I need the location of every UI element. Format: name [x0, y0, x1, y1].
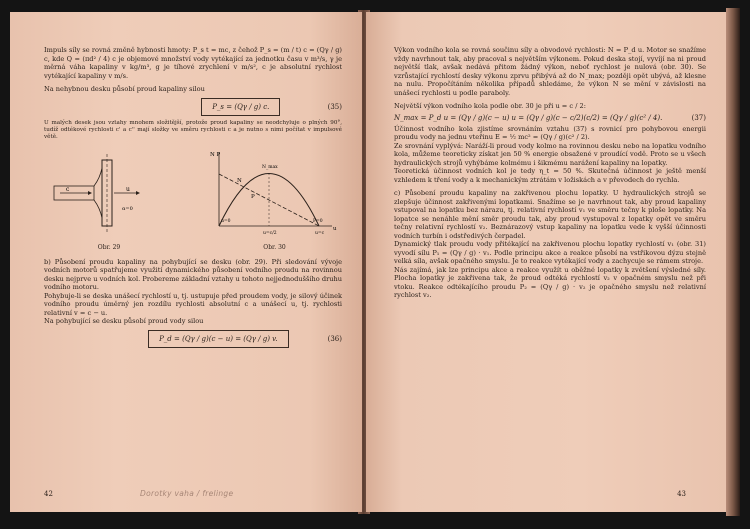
left-paragraph-impulse: Impuls síly se rovná změně hybnosti hmoty: P_s t = mc, z čehož P_s = (m / t) c = (Qγ / g) c, kde Q = (πd² / 4) c je objemové množství vody vytékající za jednotku času v m³/s, γ je měrná váha kapaliny v kg/m³, g je tíhové zrychlení v m/s², c je absolutní rychlost vytékající kapaliny v m/s. [44, 46, 342, 80]
right-paragraph-action-reaction: Nás zajímá, jak lze principu akce a reakce využít u oběžné lopatky k zvětšení výsledné síly. Plocha lopatky je zakřivena tak, že proud odtéká rychlostí v₂ v opačném smyslu než při vtoku. Reakce odtékajícího proudu P₂ = (Qγ / g) · v₂ je opačného smyslu než relativní rychlost v₂. [394, 265, 706, 299]
left-page [10, 12, 362, 512]
left-paragraph-relative-velocity: Pohybuje-li se deska unášecí rychlostí u, tj. ustupuje před proudem vody, je silový účinek vodního proudu úměrný jen rozdílu rychlosti absolutní c a unášecí u, tj. rychlosti relativní v = c − u. [44, 291, 342, 317]
formula-35: P_s = (Qγ / g) c. [201, 98, 280, 116]
left-paragraph-moving-plate: b) Působení proudu kapaliny na pohybující se desku (obr. 29). Při sledování vývoje vodních motorů spatřujeme využití dynamického působení vodního proudu na rovinnou desku nejprve u vodních kol. Probereme základní vztahy u tohoto nejjednoduššího druhu vodního motoru. [44, 257, 342, 291]
page-number-right: 43 [677, 490, 686, 498]
book-page-edges [726, 8, 740, 516]
right-paragraph-efficiency: Účinnost vodního kola zjistíme srovnáním vztahu (37) s rovnicí pro pohybovou energii proudu vody na jednu vteřinu E = ½ mc² = (Qγ / g)(c² / 2). [394, 124, 706, 141]
figure-30-u0-label: u=0 [221, 218, 231, 224]
left-note-small-plates: U malých desek jsou vztahy mnohem složitější, protože proud kapaliny se neodchyluje o plných 90°, tudíž odtékové rychlosti c' a c'' mají složky ve směru rychlosti c a je nutno s nimi počítat v impulsové větě. [44, 119, 342, 140]
figure-30-p-label: P [251, 193, 255, 200]
handwritten-note: Dorotky vaha / frelinge [140, 489, 234, 498]
formula-36: P_d = (Qγ / g)(c − u) = (Qγ / g) v. [148, 330, 288, 348]
figure-30-y-label: N P [210, 151, 221, 158]
figure-30-x-label: u [333, 225, 337, 232]
formula-37-row [394, 114, 706, 122]
figure-30-nmax-label: N_max [262, 164, 278, 170]
equation-number-35: (35) [327, 102, 342, 111]
left-heading-static-plate: Na nehybnou desku působí proud kapaliny silou [44, 85, 205, 93]
equation-number-36: (36) [327, 334, 342, 343]
figure-29-label-angle: α=0 [122, 205, 133, 212]
figure-30 [207, 146, 342, 251]
figure-29-caption: Obr. 29 [97, 243, 121, 251]
left-heading-moving-plate-force: Na pohybující se desku působí proud vody silou [44, 317, 204, 325]
figure-30-p0-label: P=0 [313, 218, 323, 224]
figure-30-chart [207, 146, 342, 238]
figure-29-label-u: u [126, 185, 130, 193]
figure-29 [44, 148, 174, 251]
page-number-left: 42 [44, 490, 53, 498]
figure-29-drawing [44, 148, 174, 238]
formula-35-row [44, 98, 342, 116]
right-page [366, 12, 726, 512]
equation-number-37: (37) [691, 113, 706, 122]
figure-29-label-c: c [66, 185, 70, 193]
right-paragraph-comparison: Ze srovnání vyplývá: Naráží-li proud vody kolmo na rovinnou desku nebo na lopatku vodního kola, můžeme teoreticky získat jen 50 % energie obsažené v proudící vodě. Proto se u všech hydraulických strojů vyhýbáme kolmému i šikmému narážení kapaliny na lopatky. [394, 141, 706, 167]
right-paragraph-dynamic-pressure: Dynamický tlak proudu vody přitékající na zakřivenou plochu lopatky rychlostí v₁ (obr. 31) vyvodí sílu P₁ = (Qγ / g) · v₁. Podle principu akce a reakce působí na vstřikovou dýzu stejně velká síla, avšak opačného smyslu. Je to reakce vytékající vody a zachycuje se rámem stroje. [394, 240, 706, 265]
right-paragraph-max-power: Největší výkon vodního kola podle obr. 30 je při u = c / 2: [394, 102, 586, 110]
right-paragraph-curved-blade: c) Působení proudu kapaliny na zakřivenou plochu lopatky. U hydraulických strojů se zlepšuje účinnost zakřivenými lopatkami. Snažíme se je navrhnout tak, aby proud kapaliny vstupoval na lopatku bez nárazu, tj. relativní rychlostí v₁ ve směru tečny k ploše lopatky. Na lopatce se nenáhle mění směr proudu tak, aby proud vystupoval z lopatky opět ve směru tečny relativní rychlostí v₂. Beznárazový vstup kapaliny na lopatku vede k vyšší účinnosti vodních turbín i odstředivých čerpadel. [394, 189, 706, 240]
right-paragraph-theoretical-efficiency: Teoretická účinnost vodních kol je tedy η_t = 50 %. Skutečná účinnost je ještě menší vzhledem k tření vody a k mechanickým ztrátám v ložiskách a v převodech do rychla. [394, 167, 706, 184]
figure-30-uc-label: u=c [315, 230, 325, 236]
figures-row [44, 147, 342, 251]
right-paragraph-power: Výkon vodního kola se rovná součinu síly a obvodové rychlosti: N = P_d u. Motor se snažíme vždy navrhnout tak, aby pracoval s největším výkonem. Pokud deska stojí, vyvíjí na ni proud největší tlak, avšak nedává přitom žádný výkon, neboť rychlost je nulová (obr. 30). Se vzrůstající rychlostí desky výkonu zprvu přibývá až do N_max; později opět ubývá, až klesne na nulu. Propočítáním několika případů shledáme, že výkon N se mění v závislosti na unášecí rychlosti u podle paraboly. [394, 46, 706, 97]
formula-36-row [44, 330, 342, 348]
figure-30-caption: Obr. 30 [263, 243, 286, 251]
figure-30-half-label: u=c/2 [263, 230, 277, 236]
figure-30-n-label: N [237, 177, 242, 184]
formula-37: N_max = P_d u = (Qγ / g)(c − u) u = (Qγ / g)(c − c/2)(c/2) = (Qγ / g)(c² / 4). [394, 113, 663, 122]
